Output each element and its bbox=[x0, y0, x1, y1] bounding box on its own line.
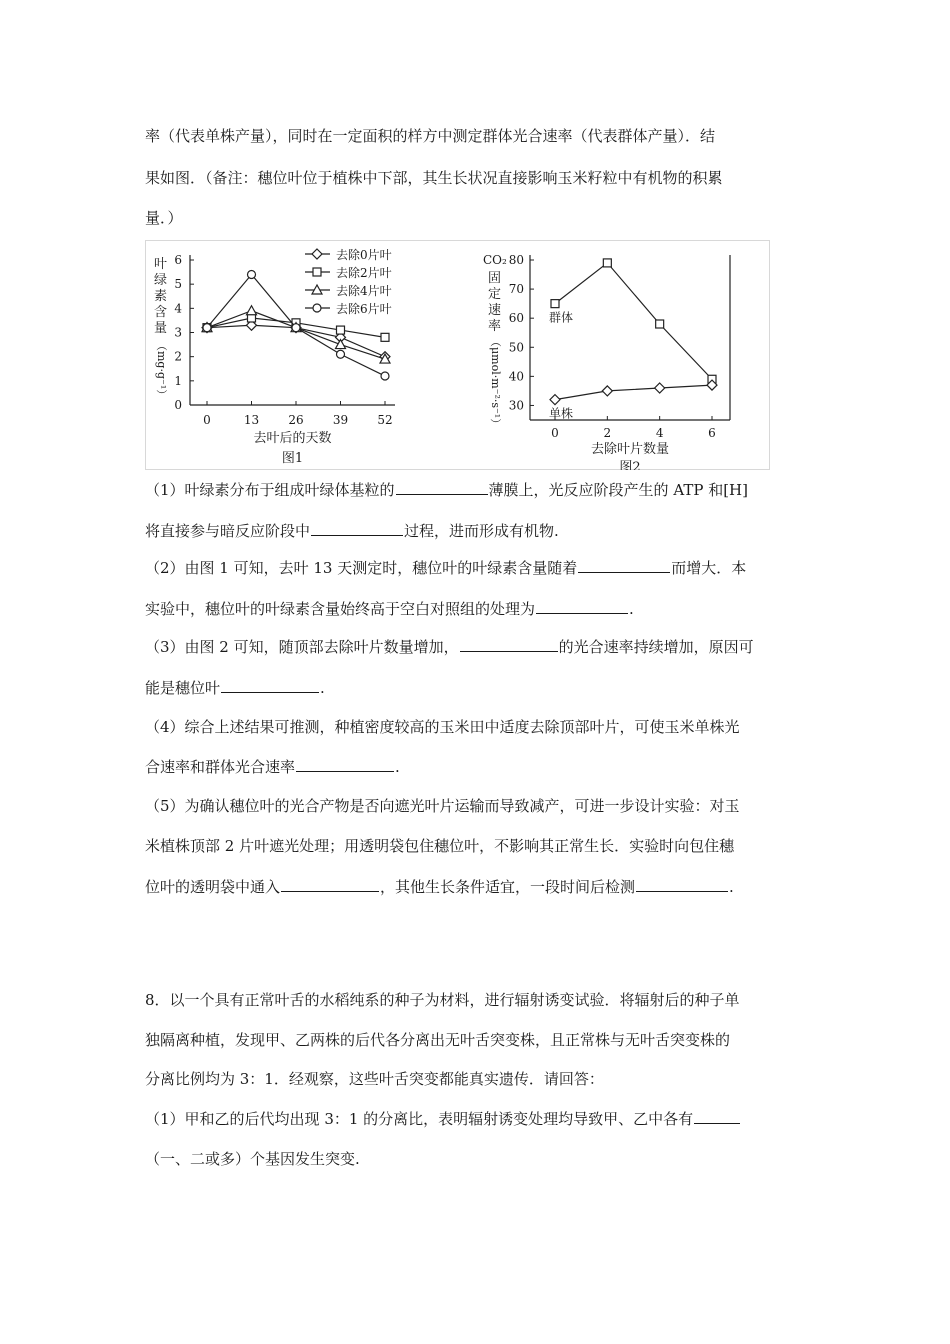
fig1-legend-marker bbox=[313, 268, 321, 276]
q1-text-d: 过程，进而形成有机物. bbox=[404, 522, 559, 540]
fig1-x-tick-label: 0 bbox=[203, 413, 211, 427]
fig2-y-tick-label: 50 bbox=[508, 340, 524, 355]
q5-blank-2[interactable] bbox=[636, 877, 728, 892]
fig1-y-tick-label: 0 bbox=[174, 398, 182, 412]
q2-text-b: 而增大．本 bbox=[671, 559, 747, 577]
q1-line-1 bbox=[145, 480, 748, 500]
fig2-x-tick-label: 4 bbox=[655, 426, 664, 440]
fig1-point bbox=[203, 324, 211, 332]
fig2-x-tick-label: 2 bbox=[603, 426, 612, 440]
fig2-y-tick-label: 60 bbox=[508, 311, 524, 326]
q3-text-c: 能是穗位叶 bbox=[145, 679, 221, 697]
fig1-point bbox=[381, 372, 389, 380]
q3-text-d: . bbox=[320, 679, 325, 697]
fig2-ylabel-char-2: 速 bbox=[488, 303, 502, 318]
fig1-legend-label: 去除4片叶 bbox=[336, 284, 392, 298]
q3-blank-2[interactable] bbox=[221, 678, 319, 693]
q5-text-e: . bbox=[729, 878, 734, 896]
fig1-point bbox=[248, 271, 256, 279]
fig2-x-tick-label: 0 bbox=[551, 426, 559, 440]
fig1-ylabel-char-0: 叶 bbox=[154, 257, 168, 272]
q8-blank-1[interactable] bbox=[694, 1109, 740, 1124]
fig1-y-tick-label: 1 bbox=[174, 373, 182, 388]
fig2-y-tick-label: 80 bbox=[508, 253, 524, 267]
fig2-ylabel-char-1: 定 bbox=[488, 287, 502, 302]
q4-line-1: （4）综合上述结果可推测，种植密度较高的玉米田中适度去除顶部叶片，可使玉米单株光 bbox=[145, 718, 740, 736]
fig1-ylabel bbox=[154, 257, 168, 400]
fig1-point bbox=[292, 324, 300, 332]
q2-text-c: 实验中，穗位叶的叶绿素含量始终高于空白对照组的处理为 bbox=[145, 600, 536, 618]
q1-text-b: 薄膜上，光反应阶段产生的 ATP 和[H] bbox=[488, 481, 748, 499]
fig1-point bbox=[381, 333, 389, 341]
fig1-x-tick-label: 26 bbox=[288, 413, 304, 427]
fig1-y-tick-label: 3 bbox=[174, 325, 182, 340]
q5-line-3 bbox=[145, 877, 734, 897]
figure-area bbox=[145, 240, 770, 470]
q5-blank-1[interactable] bbox=[281, 877, 379, 892]
fig1-y-tick-label: 6 bbox=[174, 253, 182, 267]
q5-line-1: （5）为确认穗位叶的光合产物是否向遮光叶片运输而导致减产，可进一步设计实验：对玉 bbox=[145, 797, 740, 815]
q1-blank-1[interactable] bbox=[396, 480, 488, 495]
fig1-y-tick-label: 2 bbox=[174, 349, 182, 364]
fig1-point bbox=[337, 326, 345, 334]
fig1-x-label: 去叶后的天数 bbox=[253, 431, 332, 446]
fig1-point bbox=[337, 350, 345, 358]
fig2-y-tick-label: 30 bbox=[508, 398, 524, 413]
q4-text-c: . bbox=[395, 758, 400, 776]
figure-svg bbox=[145, 240, 770, 470]
q2-text-a: （2）由图 1 可知，去叶 13 天测定时，穗位叶的叶绿素含量随着 bbox=[145, 559, 578, 577]
q8-line-4 bbox=[145, 1109, 741, 1129]
intro-line-1: 率（代表单株产量），同时在一定面积的样方中测定群体光合速率（代表群体产量）．结 bbox=[145, 127, 716, 145]
fig1-legend-label: 去除6片叶 bbox=[336, 302, 392, 316]
q1-text-a: （1）叶绿素分布于组成叶绿体基粒的 bbox=[145, 481, 395, 499]
q4-text-b: 合速率和群体光合速率 bbox=[145, 758, 296, 776]
fig1-legend-label: 去除2片叶 bbox=[336, 266, 392, 280]
q5-line-2: 米植株顶部 2 片叶遮光处理；用透明袋包住穗位叶，不影响其正常生长．实验时向包住穗 bbox=[145, 837, 735, 855]
fig1-legend-label: 去除0片叶 bbox=[336, 248, 392, 262]
fig2-co2-label: CO₂ bbox=[483, 253, 507, 267]
fig2-y-tick-label: 40 bbox=[508, 369, 524, 384]
q4-line-2 bbox=[145, 757, 400, 777]
fig1-x-tick-label: 52 bbox=[377, 413, 393, 427]
fig2-ylabel-char-3: 率 bbox=[488, 319, 502, 334]
q8-text-4: （1）甲和乙的后代均出现 3：1 的分离比，表明辐射诱变处理均导致甲、乙中各有 bbox=[145, 1110, 694, 1128]
figure-frame bbox=[146, 241, 770, 470]
q2-blank-1[interactable] bbox=[578, 558, 670, 573]
fig2-series-label: 群体 bbox=[549, 310, 574, 325]
fig2-x-tick-label: 6 bbox=[708, 426, 716, 440]
fig2-x-label: 去除叶片数量 bbox=[590, 442, 670, 457]
fig1-title: 图1 bbox=[281, 451, 304, 466]
q2-blank-2[interactable] bbox=[536, 599, 628, 614]
intro-line-3: 量．） bbox=[145, 209, 183, 227]
q1-blank-2[interactable] bbox=[311, 521, 403, 536]
q4-blank-1[interactable] bbox=[296, 757, 394, 772]
fig2-point bbox=[551, 300, 559, 308]
fig1-y-tick-label: 4 bbox=[174, 301, 182, 316]
fig2-series-label: 单株 bbox=[549, 406, 574, 421]
q2-text-d: . bbox=[629, 600, 634, 618]
fig1-ylabel-char-3: 含 bbox=[154, 305, 168, 320]
fig1-ylabel-char-1: 绿 bbox=[154, 273, 168, 288]
fig1-yunit: （mg·g⁻¹） bbox=[155, 340, 168, 401]
fig2-point bbox=[656, 320, 664, 328]
intro-line-2: 果如图．（备注：穗位叶位于植株中下部，其生长状况直接影响玉米籽粒中有机物的积累 bbox=[145, 169, 723, 187]
fig1-y-tick-label: 5 bbox=[174, 277, 182, 292]
q8-line-1: 8．以一个具有正常叶舌的水稻纯系的种子为材料，进行辐射诱变试验．将辐射后的种子单 bbox=[145, 991, 740, 1009]
fig2-yunit: （μmol·m⁻²·s⁻¹） bbox=[489, 336, 502, 430]
q8-line-3: 分离比例均为 3：1．经观察，这些叶舌突变都能真实遗传．请回答： bbox=[145, 1070, 604, 1088]
q8-line-2: 独隔离种植，发现甲、乙两株的后代各分离出无叶舌突变株，且正常株与无叶舌突变株的 bbox=[145, 1031, 731, 1049]
q3-text-a: （3）由图 2 可知，随顶部去除叶片数量增加， bbox=[145, 638, 459, 656]
q1-text-c: 将直接参与暗反应阶段中 bbox=[145, 522, 311, 540]
q3-line-1 bbox=[145, 637, 754, 657]
fig1-x-tick-label: 13 bbox=[243, 413, 260, 427]
q2-line-1 bbox=[145, 558, 746, 578]
fig2-title: 图2 bbox=[619, 460, 641, 470]
q2-line-2 bbox=[145, 599, 634, 619]
q5-text-c: 位叶的透明袋中通入 bbox=[145, 878, 281, 896]
q3-blank-1[interactable] bbox=[460, 637, 558, 652]
q5-text-d: ，其他生长条件适宜，一段时间后检测 bbox=[380, 878, 636, 896]
q3-text-b: 的光合速率持续增加，原因可 bbox=[558, 638, 754, 656]
fig1-ylabel-char-2: 素 bbox=[154, 289, 168, 304]
fig2-y-tick-label: 70 bbox=[508, 282, 524, 297]
fig1-x-tick-label: 39 bbox=[332, 413, 349, 427]
q8-line-5: （一、二或多）个基因发生突变. bbox=[145, 1150, 360, 1168]
q1-line-2 bbox=[145, 521, 559, 541]
fig2-ylabel-char-0: 固 bbox=[488, 271, 502, 286]
fig1-ylabel-char-4: 量 bbox=[154, 321, 168, 336]
fig2-point bbox=[603, 259, 611, 267]
q3-line-2 bbox=[145, 678, 325, 698]
fig1-legend-marker bbox=[313, 304, 321, 312]
